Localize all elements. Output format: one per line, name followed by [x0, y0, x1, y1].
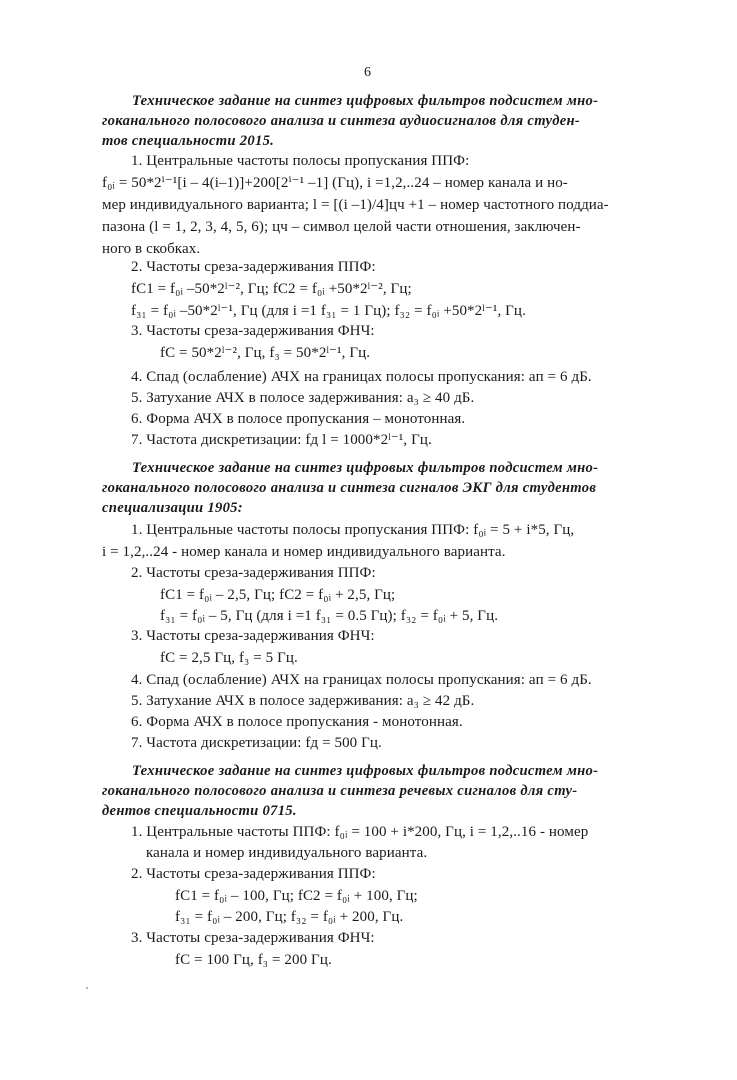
text-line: 7. Частота дискретизации: fд = 500 Гц.	[131, 735, 382, 751]
text-line: 6. Форма АЧХ в полосе пропускания - монотонная.	[131, 714, 463, 730]
text-line: 1. Центральные частоты ППФ: f₀ᵢ = 100 + i*200, Гц, i = 1,2,..16 - номер	[131, 824, 589, 840]
section-title-line: дентов специальности 0715.	[102, 803, 297, 819]
text-line: пазона (l = 1, 2, 3, 4, 5, 6); цч – символ целой части отношения, заключен-	[102, 219, 581, 235]
page-number: 6	[364, 65, 372, 80]
text-line: 5. Затухание АЧХ в полосе задерживания: a₃ ≥ 42 дБ.	[131, 693, 475, 709]
text-line: 2. Частоты среза-задерживания ППФ:	[131, 259, 376, 275]
formula-line: fC1 = f₀ᵢ – 100, Гц; fC2 = f₀ᵢ + 100, Гц;	[175, 888, 418, 904]
section-title-line: Техническое задание на синтез цифровых фильтров подсистем мно-	[132, 460, 599, 476]
text-line: 2. Частоты среза-задерживания ППФ:	[131, 866, 376, 882]
section-title-line: Техническое задание на синтез цифровых фильтров подсистем мно-	[132, 763, 599, 779]
text-line: 6. Форма АЧХ в полосе пропускания – монотонная.	[131, 411, 466, 427]
text-line: 3. Частоты среза-задерживания ФНЧ:	[131, 323, 375, 339]
text-line: i = 1,2,..24 - номер канала и номер индивидуального варианта.	[102, 544, 506, 560]
text-line: 4. Спад (ослабление) АЧХ на границах полосы пропускания: aп = 6 дБ.	[131, 369, 592, 385]
text-line: 3. Частоты среза-задерживания ФНЧ:	[131, 628, 375, 644]
section-title-line: гоканального полосового анализа и синтеза аудиосигналов для студен-	[102, 113, 581, 129]
section-title-line: гоканального полосового анализа и синтеза речевых сигналов для сту-	[102, 783, 578, 799]
formula-line: f₃₁ = f₀ᵢ – 200, Гц; f₃₂ = f₀ᵢ + 200, Гц.	[175, 909, 404, 925]
formula-line: f₃₁ = f₀ᵢ – 5, Гц (для i =1 f₃₁ = 0.5 Гц); f₃₂ = f₀ᵢ + 5, Гц.	[160, 608, 499, 624]
text-line: 7. Частота дискретизации: fд l = 1000*2ˡ⁻¹, Гц.	[131, 432, 432, 448]
text-line: 1. Центральные частоты полосы пропускания ППФ: f₀ᵢ = 5 + i*5, Гц,	[131, 522, 575, 538]
formula-line: fC1 = f₀ᵢ –50*2ˡ⁻², Гц; fC2 = f₀ᵢ +50*2ˡ⁻², Гц;	[131, 281, 412, 297]
formula-line: fC = 100 Гц, f₃ = 200 Гц.	[175, 952, 332, 968]
text-line: 2. Частоты среза-задерживания ППФ:	[131, 565, 376, 581]
formula-line: f₃₁ = f₀ᵢ –50*2ˡ⁻¹, Гц (для i =1 f₃₁ = 1 Гц); f₃₂ = f₀ᵢ +50*2ˡ⁻¹, Гц.	[131, 303, 526, 319]
formula-line: fC = 2,5 Гц, f₃ = 5 Гц.	[160, 650, 298, 666]
text-line: 5. Затухание АЧХ в полосе задерживания: a₃ ≥ 40 дБ.	[131, 390, 475, 406]
text-line: 3. Частоты среза-задерживания ФНЧ:	[131, 930, 375, 946]
section-title-line: Техническое задание на синтез цифровых фильтров подсистем мно-	[132, 93, 599, 109]
formula-line: fC1 = f₀ᵢ – 2,5, Гц; fC2 = f₀ᵢ + 2,5, Гц;	[160, 587, 396, 603]
text-line: 1. Центральные частоты полосы пропускания ППФ:	[131, 153, 470, 169]
section-title-line: гоканального полосового анализа и синтеза сигналов ЭКГ для студентов	[102, 480, 597, 496]
scan-speck	[86, 987, 88, 989]
text-line: ного в скобках.	[102, 241, 201, 257]
text-line: f₀ᵢ = 50*2ⁱ⁻¹[i – 4(i–1)]+200[2ⁱ⁻¹ –1] (Гц), i =1,2,..24 – номер канала и но-	[102, 175, 568, 191]
text-line: канала и номер индивидуального варианта.	[146, 845, 428, 861]
section-title-line: тов специальности 2015.	[102, 133, 275, 149]
text-line: 4. Спад (ослабление) АЧХ на границах полосы пропускания: aп = 6 дБ.	[131, 672, 592, 688]
text-line: мер индивидуального варианта; l = [(i –1)/4]цч +1 – номер частотного поддиа-	[102, 197, 609, 213]
section-title-line: специализации 1905:	[102, 500, 243, 516]
formula-line: fC = 50*2ˡ⁻², Гц, f₃ = 50*2ˡ⁻¹, Гц.	[160, 345, 371, 361]
